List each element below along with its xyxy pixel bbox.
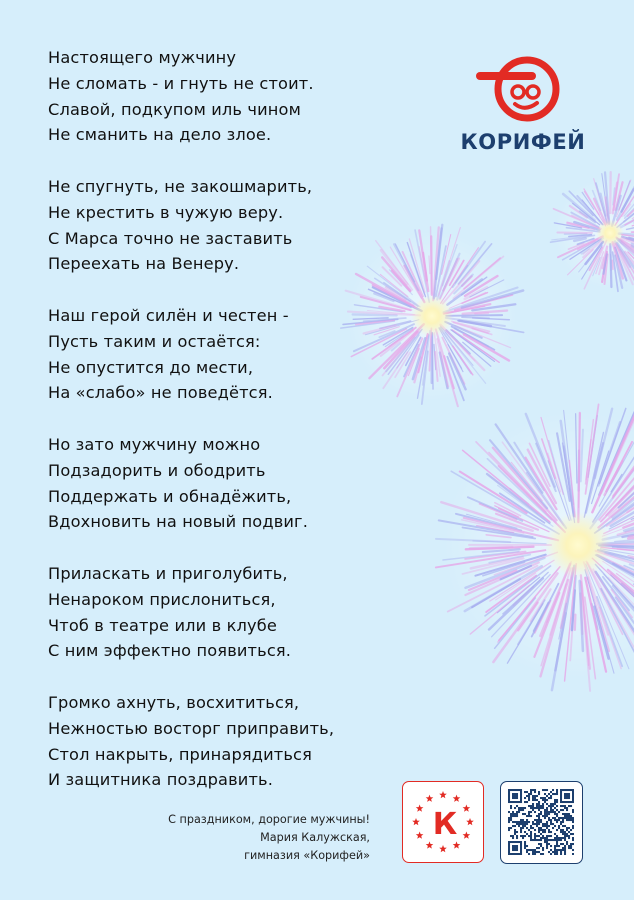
signature-line: С праздником, дорогие мужчины! xyxy=(168,813,370,826)
poem-line: Пусть таким и остаётся: xyxy=(48,331,261,351)
smiley-cap-icon xyxy=(472,50,574,126)
badge-letter: К xyxy=(432,807,454,842)
qr-code-icon xyxy=(508,789,574,855)
poem-line: Вдохновить на новый подвиг. xyxy=(48,512,309,532)
poem-line: Ненароком прислониться, xyxy=(48,589,276,609)
stars-circle-icon xyxy=(403,782,483,862)
poem-line: Не опустится до мести, xyxy=(48,357,254,377)
badge-star xyxy=(426,795,434,802)
poem xyxy=(48,45,378,819)
firework-burst xyxy=(436,404,634,691)
poem-line: Не сманить на дело злое. xyxy=(48,125,272,145)
gymnasium-badge xyxy=(402,781,484,863)
signature-line: гимназия «Корифей» xyxy=(244,849,370,862)
poem-line: Славой, подкупом иль чином xyxy=(48,99,301,119)
poem-stanza xyxy=(48,45,378,148)
badge-star xyxy=(466,818,474,825)
poem-line: С Марса точно не заставить xyxy=(48,228,293,248)
badge-star xyxy=(439,791,447,798)
badge-star xyxy=(453,795,461,802)
poem-line: На «слабо» не поведётся. xyxy=(48,383,273,403)
qr-code[interactable] xyxy=(500,781,583,864)
poem-line: Стол накрыть, принарядиться xyxy=(48,744,312,764)
poem-line: Наш герой силён и честен - xyxy=(48,305,289,325)
poem-line: Не сломать - и гнуть не стоит. xyxy=(48,73,314,93)
poem-line: Приласкать и приголубить, xyxy=(48,563,288,583)
poem-stanza xyxy=(48,303,378,406)
poem-line: Подзадорить и ободрить xyxy=(48,460,266,480)
logo-wordmark: КОРИФЕЙ xyxy=(460,130,586,154)
poem-line: Но зато мужчину можно xyxy=(48,434,261,454)
poem-line: И защитника поздравить. xyxy=(48,770,274,790)
firework-burst xyxy=(551,172,634,291)
badge-star xyxy=(412,818,420,825)
badge-star xyxy=(416,832,424,839)
poem-line: Переехать на Венеру. xyxy=(48,254,240,274)
badge-star xyxy=(426,841,434,848)
poem-stanza xyxy=(48,174,378,277)
poem-line: Громко ахнуть, восхититься, xyxy=(48,692,300,712)
badge-star xyxy=(463,805,471,812)
badge-star xyxy=(416,805,424,812)
korifey-logo xyxy=(458,50,588,160)
badge-star xyxy=(439,845,447,852)
poem-line: Не крестить в чужую веру. xyxy=(48,202,284,222)
poem-stanza xyxy=(48,432,378,535)
badge-star xyxy=(453,841,461,848)
poem-stanza xyxy=(48,561,378,664)
poem-line: Чтоб в театре или в клубе xyxy=(48,615,277,635)
poem-line: Не спугнуть, не закошмарить, xyxy=(48,176,313,196)
poem-line: С ним эффектно появиться. xyxy=(48,641,292,661)
poem-line: Настоящего мужчину xyxy=(48,48,237,67)
signature-line: Мария Калужская, xyxy=(260,831,370,844)
badge-star xyxy=(463,832,471,839)
poem-stanza xyxy=(48,690,378,793)
signature xyxy=(168,811,370,865)
poem-line: Поддержать и обнадёжить, xyxy=(48,486,292,506)
poem-line: Нежностью восторг приправить, xyxy=(48,718,335,738)
